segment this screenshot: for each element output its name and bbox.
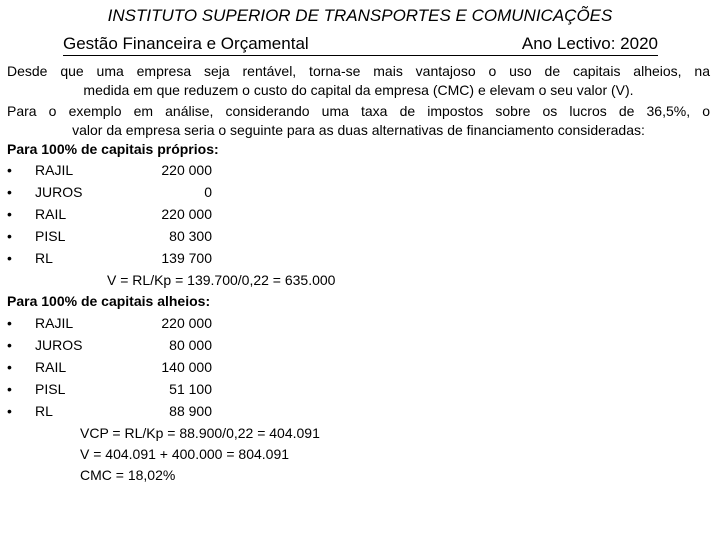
bullet-icon: • <box>7 381 12 397</box>
list-item <box>0 381 300 403</box>
bullet-icon: • <box>7 206 12 222</box>
bullet-icon: • <box>7 162 12 178</box>
item-label: RAIL <box>35 359 67 375</box>
intro-line-1: Desde que uma empresa seja rentável, torna-se mais vantajoso o uso de capitais alheios, na <box>7 63 710 79</box>
list-item <box>0 206 300 228</box>
example-line-1: Para o exemplo em análise, considerando uma taxa de impostos sobre os lucros de 36,5%, o <box>7 103 710 119</box>
item-value: 80 000 <box>169 337 212 353</box>
bullet-icon: • <box>7 228 12 244</box>
item-value: 0 <box>204 184 212 200</box>
academic-year: Ano Lectivo: 2020 <box>521 34 658 53</box>
list-item <box>0 337 300 359</box>
item-value: 88 900 <box>169 403 212 419</box>
item-label: PISL <box>35 228 66 244</box>
firm-value-formula: V = 404.091 + 400.000 = 804.091 <box>80 446 290 462</box>
item-value: 80 300 <box>169 228 212 244</box>
list-item <box>0 250 300 272</box>
own-capital-value-formula: V = RL/Kp = 139.700/0,22 = 635.000 <box>107 272 336 288</box>
item-label: RAIL <box>35 206 67 222</box>
course-name: Gestão Financeira e Orçamental <box>63 34 309 53</box>
bullet-icon: • <box>7 184 12 200</box>
list-item <box>0 403 300 425</box>
cmc-formula: CMC = 18,02% <box>80 467 176 483</box>
example-line-2: valor da empresa seria o seguinte para as duas alternativas de financiamento consideradas: <box>72 122 645 138</box>
list-item <box>0 315 300 337</box>
item-value: 220 000 <box>161 162 212 178</box>
list-item <box>0 228 300 250</box>
item-label: RAJIL <box>35 162 74 178</box>
list-item <box>0 162 300 184</box>
debt-capital-heading: Para 100% de capitais alheios: <box>7 293 211 309</box>
item-value: 139 700 <box>161 250 212 266</box>
bullet-icon: • <box>7 359 12 375</box>
item-label: JUROS <box>35 337 83 353</box>
item-value: 140 000 <box>161 359 212 375</box>
item-value: 220 000 <box>161 315 212 331</box>
item-label: PISL <box>35 381 66 397</box>
item-label: RL <box>35 403 53 419</box>
item-label: RL <box>35 250 53 266</box>
item-value: 220 000 <box>161 206 212 222</box>
own-capital-heading: Para 100% de capitais próprios: <box>7 141 219 157</box>
bullet-icon: • <box>7 403 12 419</box>
bullet-icon: • <box>7 337 12 353</box>
item-label: RAJIL <box>35 315 74 331</box>
intro-paragraph <box>7 62 710 100</box>
item-label: JUROS <box>35 184 83 200</box>
bullet-icon: • <box>7 315 12 331</box>
course-header <box>63 34 658 56</box>
equity-value-formula: VCP = RL/Kp = 88.900/0,22 = 404.091 <box>80 425 320 441</box>
bullet-icon: • <box>7 250 12 266</box>
example-paragraph <box>7 102 710 140</box>
institution-title: INSTITUTO SUPERIOR DE TRANSPORTES E COMUNICAÇÕES <box>107 6 613 25</box>
list-item <box>0 184 300 206</box>
list-item <box>0 359 300 381</box>
item-value: 51 100 <box>169 381 212 397</box>
intro-line-2: medida em que reduzem o custo do capital da empresa (CMC) e elevam o seu valor (V). <box>83 82 634 98</box>
